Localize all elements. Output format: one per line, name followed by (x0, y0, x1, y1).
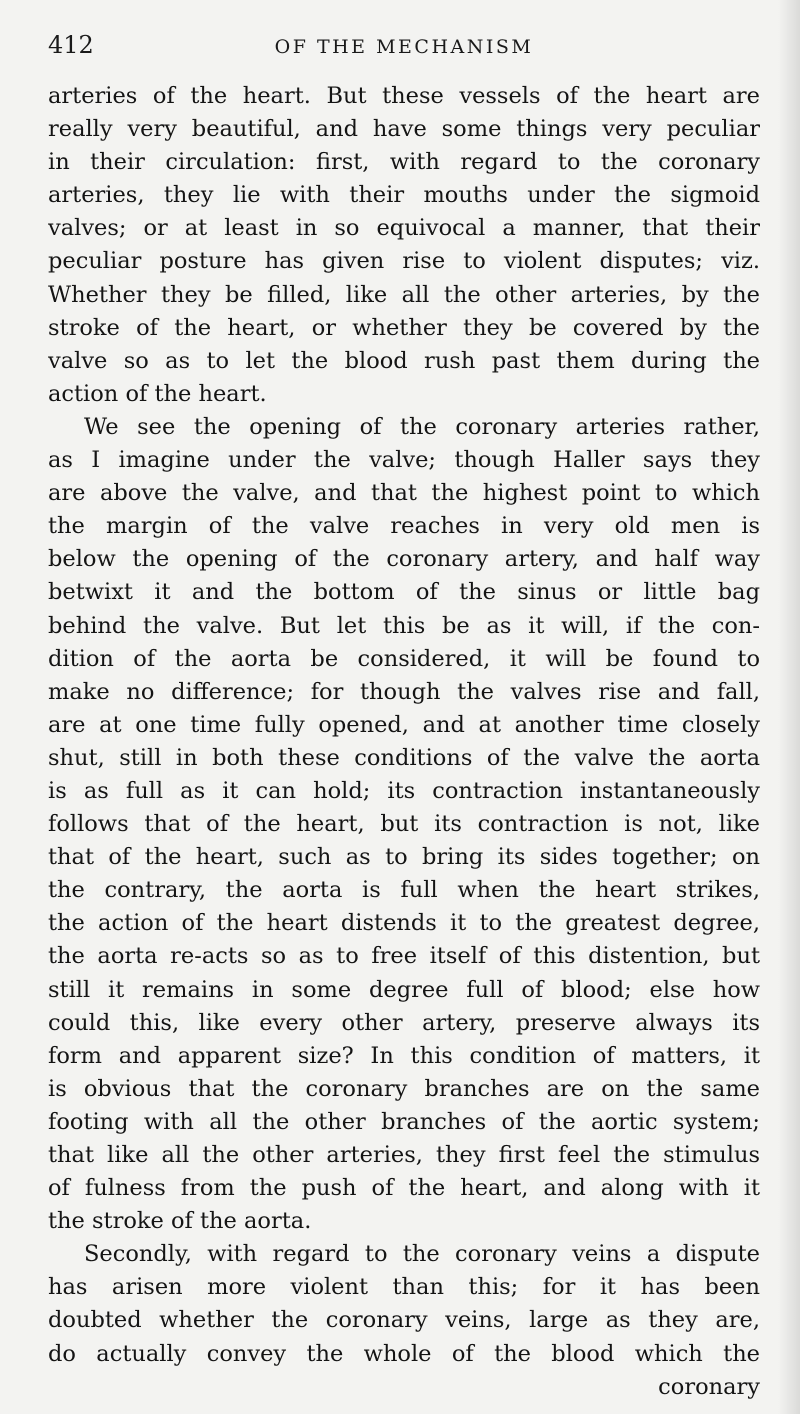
text-line: the contrary, the aorta is full when the heart strikes, (48, 877, 760, 904)
text-line: form and apparent size? In this condition of matters, it (48, 1042, 760, 1069)
text-line: of fulness from the push of the heart, and along with it (48, 1175, 760, 1202)
text-line: make no difference; for though the valves rise and fall, (48, 678, 760, 705)
text-line: arteries, they lie with their mouths under the sigmoid (48, 182, 760, 209)
text-line: peculiar posture has given rise to violent disputes; viz. (48, 248, 760, 275)
text-line: arteries of the heart. But these vessels of the heart are (48, 83, 760, 109)
text-line: really very beautiful, and have some things very peculiar (48, 116, 760, 143)
text-line: is obvious that the coronary branches are on the same (48, 1075, 760, 1102)
text-line: is as full as it can hold; its contraction instantaneously (48, 777, 760, 804)
text-line: the margin of the valve reaches in very old men is (48, 513, 760, 540)
text-line: behind the valve. But let this be as it will, if the con- (48, 612, 760, 639)
text-line: the action of the heart distends it to the greatest degree, (48, 910, 760, 937)
text-line: valve so as to let the blood rush past them during the (48, 347, 760, 374)
text-line: the stroke of the aorta. (48, 1208, 312, 1235)
text-line: are above the valve, and that the highest point to which (48, 480, 760, 507)
text-line: still it remains in some degree full of blood; else how (48, 976, 760, 1003)
text-line: valves; or at least in so equivocal a manner, that their (48, 215, 760, 242)
text-line: has arisen more violent than this; for it has been (48, 1274, 760, 1301)
text-line: action of the heart. (48, 380, 267, 407)
text-line: Secondly, with regard to the coronary veins a dispute (84, 1241, 760, 1268)
text-line: in their circulation: first, with regard to the coronary (48, 149, 760, 176)
text-line: dition of the aorta be considered, it will be found to (48, 645, 760, 672)
text-line: could this, like every other artery, preserve always its (48, 1009, 760, 1036)
running-head (48, 30, 760, 64)
text-line: We see the opening of the coronary arteries rather, (84, 413, 760, 440)
text-line: shut, still in both these conditions of the valve the aorta (48, 744, 760, 771)
text-line: Whether they be filled, like all the other arteries, by the (48, 281, 760, 308)
catchword: coronary (658, 1373, 760, 1400)
text-line: that like all the other arteries, they first feel the stimulus (48, 1142, 760, 1168)
text-line: as I imagine under the valve; though Haller says they (48, 447, 760, 474)
text-line: follows that of the heart, but its contraction is not, like (48, 811, 760, 838)
running-title: OF THE MECHANISM (274, 36, 534, 58)
text-line: are at one time fully opened, and at another time closely (48, 711, 760, 738)
text-line: betwixt it and the bottom of the sinus or little bag (48, 579, 760, 606)
text-line: that of the heart, such as to bring its sides together; on (48, 844, 760, 871)
body-text (48, 80, 760, 1404)
text-line: doubted whether the coronary veins, large as they are, (48, 1307, 760, 1334)
text-line: stroke of the heart, or whether they be covered by the (48, 314, 760, 341)
text-line: the aorta re-acts so as to free itself of this distention, but (48, 943, 760, 970)
text-line: footing with all the other branches of the aortic system; (48, 1108, 760, 1135)
page-number: 412 (48, 31, 94, 59)
text-line: below the opening of the coronary artery, and half way (48, 546, 760, 573)
text-line: do actually convey the whole of the blood which the (48, 1340, 760, 1367)
